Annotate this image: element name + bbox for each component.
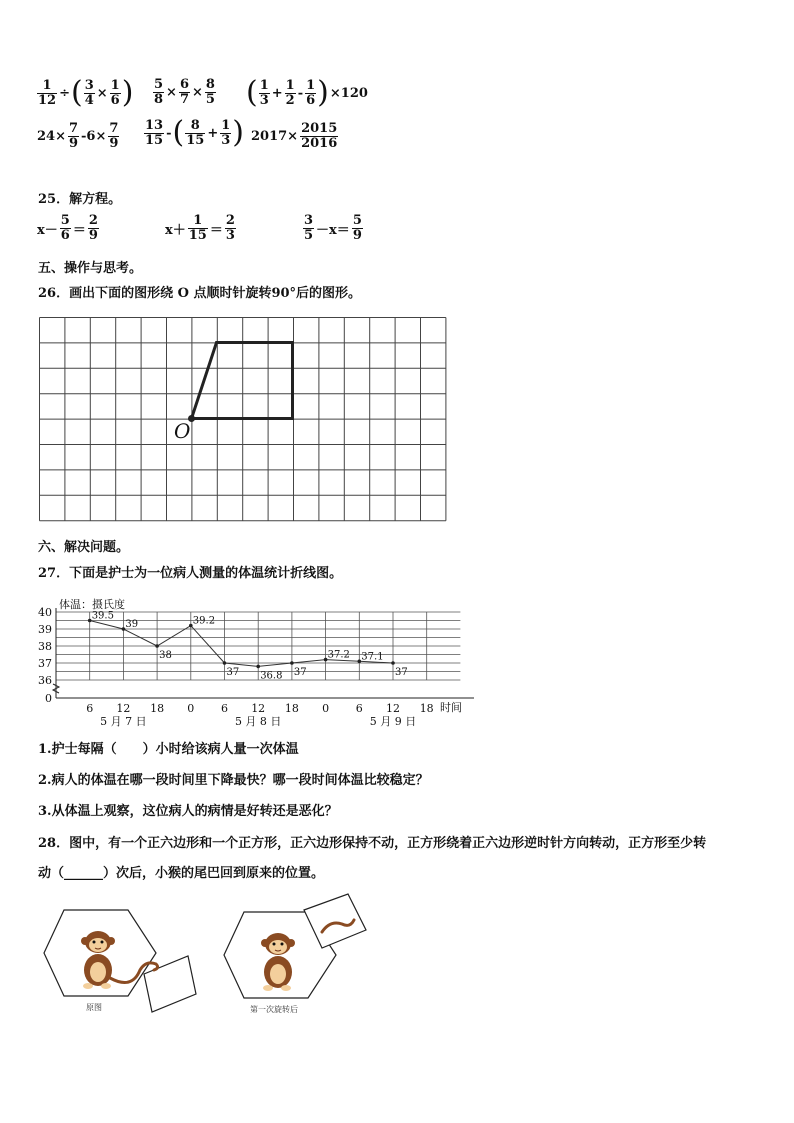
paren: ): [317, 75, 329, 110]
data-point: [290, 661, 294, 665]
paren: (: [246, 75, 258, 110]
fraction: $\frac{3}{5}$: [304, 213, 314, 243]
operator: +: [207, 125, 219, 141]
data-point: [223, 661, 227, 665]
data-label: 37: [293, 667, 307, 678]
paren: ): [121, 75, 134, 110]
data-label: 37.1: [361, 651, 384, 663]
rotated-figure: [218, 890, 390, 1018]
parallelogram-shape: [192, 343, 293, 419]
x-tick-label: 18: [150, 702, 165, 715]
fraction: $\frac{1}{6}$: [110, 77, 120, 108]
data-label: 37.2: [327, 649, 350, 661]
fraction: $\frac{7}{9}$: [109, 121, 119, 151]
calc-expr-3: [246, 75, 369, 110]
y-tick-label: 37: [38, 657, 52, 670]
axis-break: [53, 684, 59, 693]
day-label: 5 月 7 日: [100, 715, 147, 728]
point-o-label: O: [174, 419, 191, 443]
data-label: 38: [159, 650, 172, 661]
operator: +: [271, 85, 283, 101]
fraction: $\frac{1}{15}$: [188, 213, 207, 243]
x-tick-label: 0: [187, 702, 195, 715]
temperature-line-chart: [34, 594, 474, 728]
q27-title: 27．下面是护士为一位病人测量的体温统计折线图。: [38, 566, 343, 581]
data-label: 36.8: [260, 670, 283, 682]
original-figure: [40, 906, 200, 1018]
fraction: $\frac{2}{3}$: [225, 213, 235, 243]
operator: -: [297, 85, 304, 101]
operator: x＋: [165, 223, 186, 238]
operator: ×: [166, 85, 177, 100]
fraction: $\frac{13}{15}$: [145, 117, 164, 148]
day-labels: [100, 715, 416, 728]
q25-title: 25．解方程。: [38, 192, 122, 207]
data-label: 39.2: [192, 615, 216, 627]
data-point: [155, 644, 159, 648]
x-tick-label: 18: [419, 702, 434, 715]
fraction: $\frac{3}{4}$: [84, 77, 94, 108]
y-tick-label: 40: [38, 606, 52, 619]
operator: x－: [37, 223, 58, 238]
fraction: $\frac{6}{7}$: [179, 77, 189, 107]
day-label: 5 月 9 日: [369, 715, 417, 728]
data-label: 39: [125, 619, 139, 630]
caption-original: 原图: [86, 1003, 102, 1012]
equation-1: [36, 214, 100, 243]
paren: (: [71, 75, 83, 110]
fraction: $\frac{5}{9}$: [352, 213, 362, 243]
operator: ÷: [59, 85, 70, 101]
q27-subquestion-2: 2.病人的体温在哪一段时间里下降最快？哪一段时间体温比较稳定？: [38, 773, 429, 788]
operator: -6×: [81, 129, 107, 144]
x-tick-label: 12: [251, 702, 266, 715]
y-axis-title: 体温：摄氏度: [59, 598, 125, 611]
q26-title: 26．画出下面的图形绕 O 点顺时针旋转90°后的图形。: [38, 286, 362, 301]
operator: 24×: [37, 129, 66, 144]
operator: ＝: [72, 223, 86, 238]
section-6-heading: 六、解决问题。: [38, 540, 130, 555]
paren: (: [172, 115, 185, 150]
day-label: 5 月 8 日: [234, 715, 282, 728]
x-tick-label: 6: [221, 702, 228, 715]
fraction: $\frac{1}{12}$: [38, 77, 57, 108]
equation-3: [302, 214, 364, 243]
q28-text-line-2: 动（______）次后，小猴的尾巴回到原来的位置。: [38, 866, 325, 881]
q27-subquestion-1: 1.护士每隔（ ）小时给该病人量一次体温: [38, 742, 299, 757]
fraction: $\frac{1}{3}$: [259, 77, 269, 108]
paren: ): [232, 115, 244, 150]
y-tick-label: 38: [38, 640, 52, 653]
x-axis-title: 时间: [440, 701, 462, 714]
calc-expr-4: [36, 122, 120, 151]
equation-2: [164, 214, 237, 243]
section-5-heading: 五、操作与思考。: [38, 261, 143, 276]
data-label: 39.5: [91, 610, 114, 622]
calc-expr-2: [152, 78, 217, 107]
fraction: $\frac{8}{5}$: [205, 77, 215, 107]
operator: -: [166, 125, 172, 141]
operator: ＝: [209, 223, 223, 238]
fraction: $\frac{2015}{2016}$: [301, 121, 338, 151]
x-tick-label: 6: [86, 702, 94, 715]
calc-expr-6: [250, 122, 339, 151]
calc-expr-1: [36, 75, 134, 110]
y-tick-label: 39: [38, 623, 52, 636]
x-tick-label: 18: [284, 702, 299, 715]
data-label: 37: [395, 667, 408, 678]
data-label: 37: [226, 667, 240, 678]
y-tick-label: 36: [38, 674, 52, 687]
calc-expr-5: [143, 115, 244, 150]
operator: ×: [96, 85, 108, 101]
q27-subquestion-3: 3.从体温上观察，这位病人的病情是好转还是恶化？: [38, 804, 338, 819]
fraction: $\frac{5}{6}$: [60, 213, 70, 243]
q28-text-line-1: 28．图中，有一个正六边形和一个正方形，正六边形保持不动，正方形绕着正六边形逆时针方向转动，正方形至少转: [38, 836, 707, 851]
fraction: $\frac{1}{3}$: [221, 117, 231, 148]
operator: ×120: [329, 85, 368, 101]
operator: －x＝: [316, 223, 350, 238]
fraction: $\frac{7}{9}$: [68, 121, 79, 151]
rotation-grid: [36, 314, 452, 526]
x-tick-label: 0: [322, 702, 330, 715]
y-tick-labels: [38, 606, 52, 705]
operator: ×: [192, 85, 203, 100]
fraction: $\frac{2}{9}$: [88, 213, 98, 243]
x-tick-label: 12: [116, 702, 131, 715]
fraction: $\frac{5}{8}$: [154, 77, 164, 107]
fraction: $\frac{1}{2}$: [285, 77, 295, 108]
caption-rotated: 第一次旋转后: [250, 1005, 298, 1014]
data-point: [256, 665, 260, 669]
fraction: $\frac{8}{15}$: [186, 117, 205, 148]
x-tick-labels: [86, 702, 434, 715]
x-tick-label: 12: [386, 702, 400, 715]
operator: 2017×: [251, 129, 299, 144]
data-point: [391, 661, 395, 665]
x-tick-label: 6: [355, 702, 363, 715]
y-tick-label-origin: 0: [45, 692, 52, 705]
fraction: $\frac{1}{6}$: [306, 77, 316, 108]
